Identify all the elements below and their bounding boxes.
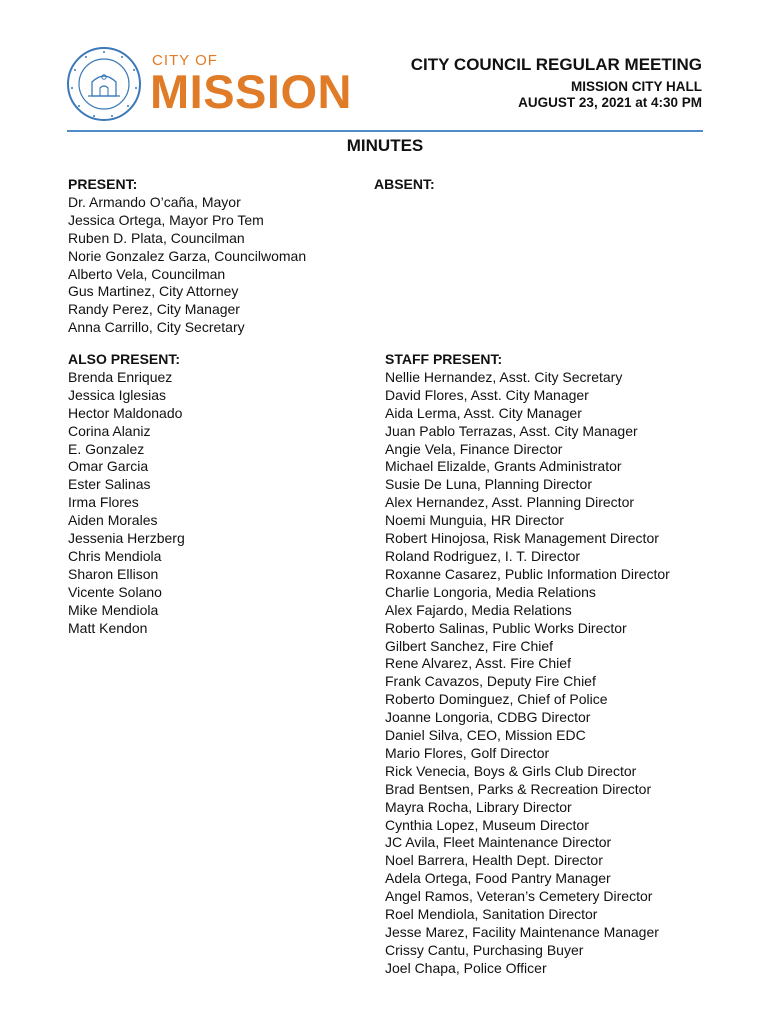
staff-present-section [385, 351, 670, 978]
list-item: Chris Mendiola [68, 547, 162, 564]
list-item: Roland Rodriguez, I. T. Director [385, 547, 581, 564]
absent-section [374, 176, 435, 194]
list-item: Crissy Cantu, Purchasing Buyer [385, 941, 584, 958]
list-item: Charlie Longoria, Media Relations [385, 583, 596, 600]
list-item: Frank Cavazos, Deputy Fire Chief [385, 673, 596, 690]
logo-mission: MISSION [150, 65, 352, 118]
present-heading: PRESENT: [68, 176, 138, 192]
minutes-title: MINUTES [346, 136, 424, 155]
list-item: Omar Garcia [68, 458, 149, 475]
list-item: Noel Barrera, Health Dept. Director [385, 852, 603, 869]
list-item: David Flores, Asst. City Manager [385, 386, 589, 403]
list-item: JC Avila, Fleet Maintenance Director [385, 834, 612, 851]
list-item: Susie De Luna, Planning Director [385, 476, 593, 493]
list-item: Jessenia Herzberg [68, 530, 185, 547]
staff-present-heading: STAFF PRESENT: [385, 351, 503, 367]
list-item: Corina Alaniz [68, 422, 151, 439]
list-item: Brenda Enriquez [68, 368, 173, 385]
list-item: Hector Maldonado [68, 404, 183, 421]
list-item: Joel Chapa, Police Officer [385, 959, 547, 976]
list-item: Sharon Ellison [68, 565, 159, 582]
list-item: Adela Ortega, Food Pantry Manager [385, 870, 611, 887]
list-item: Gilbert Sanchez, Fire Chief [385, 637, 554, 654]
list-item: Irma Flores [68, 494, 139, 511]
list-item: Juan Pablo Terrazas, Asst. City Manager [385, 422, 638, 439]
meeting-title: CITY COUNCIL REGULAR MEETING [410, 55, 702, 74]
list-item: Ruben D. Plata, Councilman [68, 229, 245, 246]
list-item: Vicente Solano [68, 583, 162, 600]
city-logo [66, 46, 352, 122]
list-item: Aida Lerma, Asst. City Manager [385, 404, 582, 421]
list-item: Mike Mendiola [68, 601, 159, 618]
list-item: Cynthia Lopez, Museum Director [385, 816, 589, 833]
list-item: Mario Flores, Golf Director [385, 744, 550, 761]
list-item: Aiden Morales [68, 512, 158, 529]
list-item: Dr. Armando O’caña, Mayor [68, 193, 241, 210]
list-item: Norie Gonzalez Garza, Councilwoman [68, 247, 307, 264]
list-item: Rene Alvarez, Asst. Fire Chief [385, 655, 571, 672]
list-item: Jessica Ortega, Mayor Pro Tem [68, 211, 264, 228]
list-item: Alex Fajardo, Media Relations [385, 601, 572, 618]
list-item: Angel Ramos, Veteran’s Cemetery Director [385, 888, 653, 905]
absent-heading: ABSENT: [374, 176, 435, 192]
list-item: Mayra Rocha, Library Director [385, 798, 572, 815]
list-item: Gus Martinez, City Attorney [68, 283, 239, 300]
list-item: Matt Kendon [68, 619, 148, 636]
list-item: Michael Elizalde, Grants Administrator [385, 458, 622, 475]
list-item: Jessica Iglesias [68, 386, 167, 403]
header-divider [67, 130, 703, 132]
list-item: Alex Hernandez, Asst. Planning Director [385, 494, 635, 511]
list-item: Rick Venecia, Boys & Girls Club Director [385, 762, 637, 779]
list-item: Roberto Salinas, Public Works Director [385, 619, 627, 636]
list-item: Roel Mendiola, Sanitation Director [385, 906, 598, 923]
list-item: Randy Perez, City Manager [68, 301, 240, 318]
also-present-heading: ALSO PRESENT: [68, 351, 181, 367]
list-item: Ester Salinas [68, 476, 151, 493]
logo-city-of: CITY OF [152, 52, 218, 69]
list-item: Angie Vela, Finance Director [385, 440, 563, 457]
list-item: E. Gonzalez [68, 440, 145, 457]
list-item: Roberto Dominguez, Chief of Police [385, 691, 608, 708]
also-present-section [68, 351, 185, 638]
list-item: Brad Bentsen, Parks & Recreation Director [385, 780, 652, 797]
list-item: Roxanne Casarez, Public Information Director [385, 565, 670, 582]
city-seal-icon [66, 46, 142, 122]
list-item: Alberto Vela, Councilman [68, 265, 226, 282]
meeting-date: AUGUST 23, 2021 at 4:30 PM [518, 95, 702, 110]
list-item: Jesse Marez, Facility Maintenance Manager [385, 924, 659, 940]
list-item: Anna Carrillo, City Secretary [68, 319, 245, 336]
list-item: Nellie Hernandez, Asst. City Secretary [385, 368, 623, 385]
list-item: Robert Hinojosa, Risk Management Director [385, 530, 659, 547]
meeting-location: MISSION CITY HALL [570, 79, 702, 94]
list-item: Noemi Munguia, HR Director [385, 512, 564, 529]
list-item: Daniel Silva, CEO, Mission EDC [385, 727, 586, 744]
list-item: Joanne Longoria, CDBG Director [385, 709, 591, 726]
present-section [68, 176, 306, 337]
